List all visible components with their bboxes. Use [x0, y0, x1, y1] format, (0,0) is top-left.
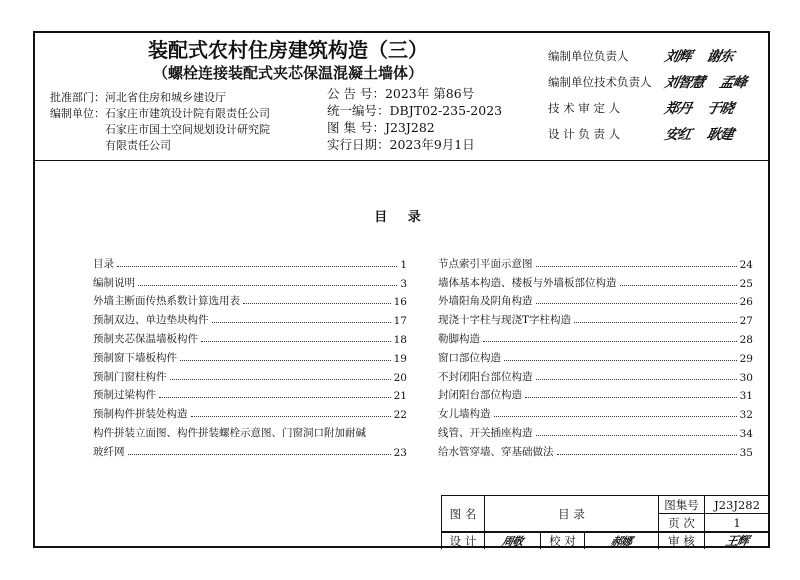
- toc-item: [93, 440, 407, 459]
- drawing-sheet: [33, 31, 770, 548]
- toc-item-title: 预制双边、单边垫块构件: [93, 314, 209, 327]
- toc-item-title: 外墙阳角及阴角构造: [438, 295, 533, 308]
- toc-item-page: 26: [739, 296, 753, 309]
- toc-item-title: 封闭阳台部位构造: [438, 389, 522, 402]
- signature: 刘智慧: [663, 75, 706, 91]
- toc-item-page: 29: [739, 352, 753, 365]
- toc-item-page: 16: [393, 296, 407, 309]
- design-signature: 周敬: [501, 534, 524, 548]
- toc-item: [438, 290, 753, 309]
- toc-item-page: 34: [739, 427, 753, 440]
- toc-item: [438, 346, 753, 365]
- main-title: 装配式农村住房建筑构造（三）: [148, 38, 428, 62]
- toc-item-page: 24: [739, 258, 753, 271]
- title-block-name-label: 图 名: [449, 506, 477, 521]
- number-label: 统一编号：: [327, 103, 390, 118]
- compile-value-1: 石家庄市建筑设计院有限责任公司: [105, 107, 270, 120]
- toc-item-title: 编制说明: [93, 276, 135, 289]
- approve-label: 批准部门：: [50, 91, 105, 104]
- approve-value: 河北省住房和城乡建设厅: [105, 91, 226, 104]
- title-block-atlas-label: 图集号: [664, 497, 699, 512]
- toc-title: 目 录: [374, 210, 429, 225]
- toc-item-title: 窗口部位构造: [438, 351, 501, 364]
- toc-item-page: 28: [739, 333, 753, 346]
- title-block-review-label: 审 核: [668, 533, 695, 548]
- check-signature: 郝娜: [610, 534, 633, 548]
- title-block-name-value: 目 录: [558, 506, 585, 521]
- toc-item: [438, 327, 753, 346]
- title-block-page-value: 1: [733, 515, 741, 530]
- toc-item-title: 女儿墙构造: [438, 408, 491, 421]
- toc-item-page: 30: [739, 371, 753, 384]
- toc-item: [438, 440, 753, 459]
- toc-item-title: 预制夹芯保温墙板构件: [93, 332, 198, 345]
- toc-item-page: 20: [393, 371, 407, 384]
- title-block-check-label: 校 对: [549, 533, 576, 548]
- responsible-role: 技 术 审 定 人: [548, 101, 621, 115]
- toc-item: [93, 290, 407, 309]
- left-meta: [50, 90, 270, 154]
- toc-item-title: 现浇十字柱与现浇T字柱构造: [438, 314, 572, 327]
- atlas-value: J23J282: [384, 120, 435, 135]
- toc-item-page: 27: [739, 315, 753, 328]
- responsible-row: [548, 69, 768, 95]
- toc-item: [438, 402, 753, 421]
- toc-item: [438, 365, 753, 384]
- atlas-label: 图 集 号：: [327, 120, 385, 135]
- toc-item: [93, 402, 407, 421]
- responsible-role: 设 计 负 责 人: [548, 127, 621, 141]
- toc-item: [93, 271, 407, 290]
- right-meta: [327, 85, 502, 153]
- toc-item-page: 31: [739, 390, 753, 403]
- responsible-row: [548, 43, 768, 69]
- toc-item-page: 23: [393, 446, 407, 459]
- signature: 郑丹: [663, 101, 693, 117]
- toc-item-page: 1: [400, 258, 407, 271]
- signature: 谢东: [705, 49, 735, 65]
- signature: 安红: [663, 127, 693, 143]
- signature: 耿建: [705, 127, 735, 143]
- title-block: [441, 495, 769, 549]
- review-signature: 王辉: [724, 534, 750, 548]
- toc-item-title: 预制构件拼装处构造: [93, 408, 188, 421]
- toc-item-title: 玻纤网: [93, 445, 125, 458]
- toc-item: [93, 346, 407, 365]
- toc-item: [93, 252, 407, 271]
- toc-item: [93, 384, 407, 403]
- toc-item-wrap-line: [93, 421, 407, 440]
- toc-item-page: 18: [393, 333, 407, 346]
- title-block-page-label: 页 次: [668, 515, 695, 530]
- notice-label: 公 告 号：: [327, 86, 385, 101]
- title-block-design-label: 设 计: [449, 533, 477, 548]
- toc-item-page: 17: [393, 315, 407, 328]
- compile-value-2: 石家庄市国土空间规划设计研究院: [105, 123, 270, 136]
- responsible-row: [548, 95, 768, 121]
- toc-item-title: 节点索引平面示意图: [438, 257, 533, 270]
- date-label: 实行日期：: [327, 137, 390, 152]
- toc-item-title: 预制窗下墙板构件: [93, 351, 177, 364]
- toc-item-title: 线管、开关插座构造: [438, 426, 533, 439]
- toc-item-title: 不封闭阳台部位构造: [438, 370, 533, 383]
- toc-item-page: 25: [739, 277, 753, 290]
- toc-item: [438, 271, 753, 290]
- toc-item: [93, 327, 407, 346]
- toc-item: [438, 252, 753, 271]
- toc-item-title: 预制门窗柱构件: [93, 370, 167, 383]
- toc-item: [438, 421, 753, 440]
- toc-item-page: 21: [393, 390, 407, 403]
- title-block-atlas-value: J23J282: [714, 497, 760, 512]
- toc-item-page: 22: [393, 409, 407, 422]
- toc-item-page: 35: [739, 446, 753, 459]
- toc-item-title: 外墙主断面传热系数计算选用表: [93, 295, 240, 308]
- signature: 刘辉: [663, 49, 693, 65]
- toc-right-column: [438, 252, 753, 459]
- toc-item-title: 墙体基本构造、楼板与外墙板部位构造: [438, 276, 617, 289]
- compile-value-3: 有限责任公司: [105, 139, 171, 152]
- responsible-role: 编制单位负责人: [548, 49, 629, 63]
- toc-item-title: 预制过梁构件: [93, 389, 156, 402]
- sub-title: （螺栓连接装配式夹芯保温混凝土墙体）: [152, 64, 423, 82]
- toc-item: [438, 308, 753, 327]
- signature: 孟峰: [718, 75, 748, 91]
- toc-item: [93, 365, 407, 384]
- responsible-row: [548, 121, 768, 147]
- toc-left-column: [93, 252, 407, 459]
- toc-item-page: 32: [739, 409, 753, 422]
- toc-item-page: 3: [400, 277, 407, 290]
- notice-value: 2023年 第86号: [384, 86, 475, 101]
- signature: 于晓: [705, 101, 735, 117]
- responsibles-block: [548, 43, 768, 147]
- toc-item: [93, 308, 407, 327]
- responsible-role: 编制单位技术负责人: [548, 75, 652, 89]
- toc-item-title: 构件拼装立面图、构件拼装螺栓示意图、门窗洞口附加耐碱: [93, 426, 366, 439]
- toc-item-title: 给水管穿墙、穿基础做法: [438, 445, 554, 458]
- header: [35, 33, 768, 161]
- compile-label: 编制单位：: [50, 107, 105, 120]
- number-value: DBJT02-235-2023: [389, 103, 503, 118]
- toc-item-title: 勒脚构造: [438, 332, 480, 345]
- toc-item-page: 19: [393, 352, 407, 365]
- date-value: 2023年9月1日: [389, 137, 475, 152]
- toc-item: [438, 384, 753, 403]
- toc-item-title: 目录: [93, 257, 114, 270]
